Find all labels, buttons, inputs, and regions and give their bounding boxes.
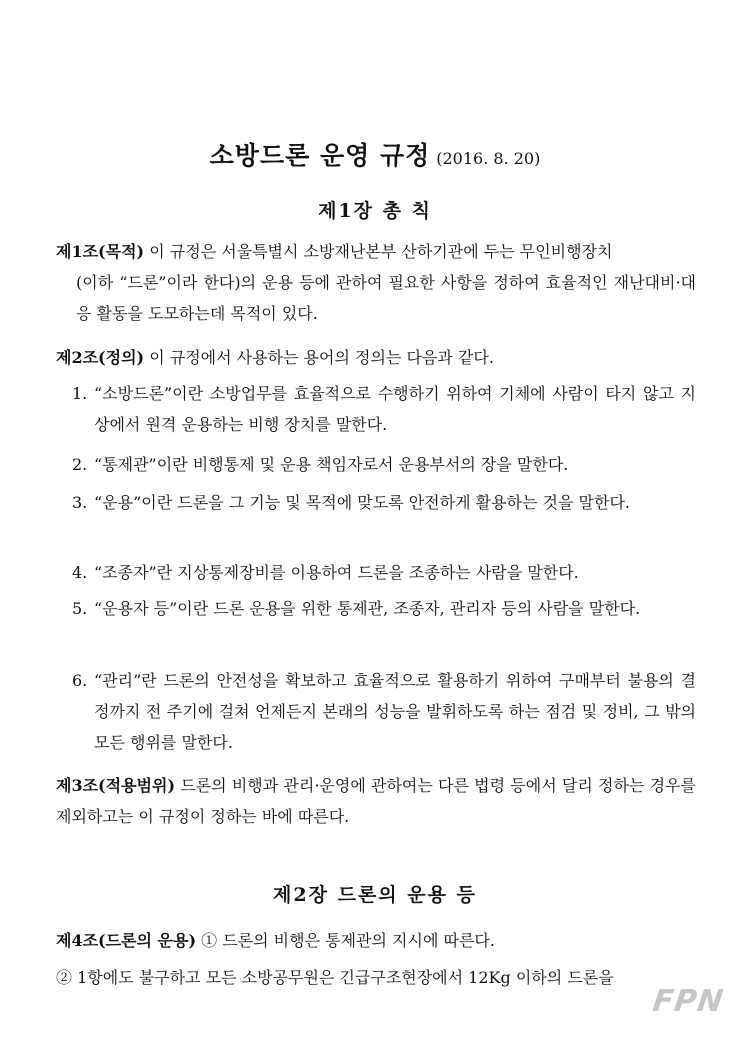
article-2-text: 이 규정에서 사용하는 용어의 정의는 다음과 같다. [144,348,494,367]
article-1-heading: 제1조(목적) [56,242,145,261]
definition-item-4 [72,557,696,588]
definition-text: “운용자 등”이란 드론 운용을 위한 통제관, 조종자, 관리자 등의 사람을 말한다. [94,599,641,618]
definition-number: 5. [72,599,88,618]
document-title: 소방드론 운영 규정 [209,141,431,170]
definition-item-2 [72,449,696,480]
definition-text: “소방드론”이란 소방업무를 효율적으로 수행하기 위하여 기체에 사람이 타지 않고 지상에서 원격 운용하는 비행 장치를 말한다. [94,384,696,434]
article-3 [56,770,696,832]
article-1 [56,236,696,329]
definition-item-3 [72,487,696,518]
article-3-heading: 제3조(적용범위) [56,776,176,795]
article-4-heading: 제4조(드론의 운용) [56,931,197,950]
definition-item-5 [72,593,696,624]
article-4 [56,925,696,956]
definition-text: “운용”이란 드론을 그 기능 및 목적에 맞도록 안전하게 활용하는 것을 말한다. [94,493,630,512]
fpn-watermark-logo: FPN [650,984,727,1019]
definition-text: “조종자”란 지상통제장비를 이용하여 드론을 조종하는 사람을 말한다. [94,563,579,582]
definition-number: 3. [72,493,88,512]
document-title-line [0,136,750,172]
article-1-continuation: (이하 “드론”이라 한다)의 운용 등에 관하여 필요한 사항을 정하여 효율적인 재난대비·대응 활동을 도모하는데 목적이 있다. [76,273,696,323]
document-date: (2016. 8. 20) [436,149,541,168]
definition-item-6 [72,665,696,758]
definition-text: “관리”란 드론의 안전성을 확보하고 효율적으로 활용하기 위하여 구매부터 불용의 결정까지 전 주기에 걸쳐 언제든지 본래의 성능을 발휘하도록 하는 점검 및 정비, 그 밖의 모든 행위를 말한다. [94,671,696,752]
definition-number: 6. [72,671,88,690]
definition-number: 1. [72,384,88,403]
definition-item-1 [72,378,696,440]
chapter-2-heading: 제2장 드론의 운용 등 [273,884,477,906]
article-4-paragraph-2: ② 1항에도 불구하고 모든 소방공무원은 긴급구조현장에서 12Kg 이하의 드론을 [56,968,614,987]
article-2-heading: 제2조(정의) [56,348,145,367]
definition-number: 4. [72,563,88,582]
article-1-first-line: 이 규정은 서울특별시 소방재난본부 산하기관에 두는 무인비행장치 [144,242,613,261]
article-3-text: 드론의 비행과 관리·운영에 관하여는 다른 법령 등에서 달리 정하는 경우를 제외하고는 이 규정이 정하는 바에 따른다. [56,776,696,826]
chapter-1-heading: 제1장 총 칙 [318,200,432,222]
definition-number: 2. [72,455,88,474]
definition-text: “통제관”이란 비행통제 및 운용 책임자로서 운용부서의 장을 말한다. [94,455,569,474]
article-4-text: ① 드론의 비행은 통제관의 지시에 따른다. [196,931,495,950]
article-2 [56,342,696,373]
